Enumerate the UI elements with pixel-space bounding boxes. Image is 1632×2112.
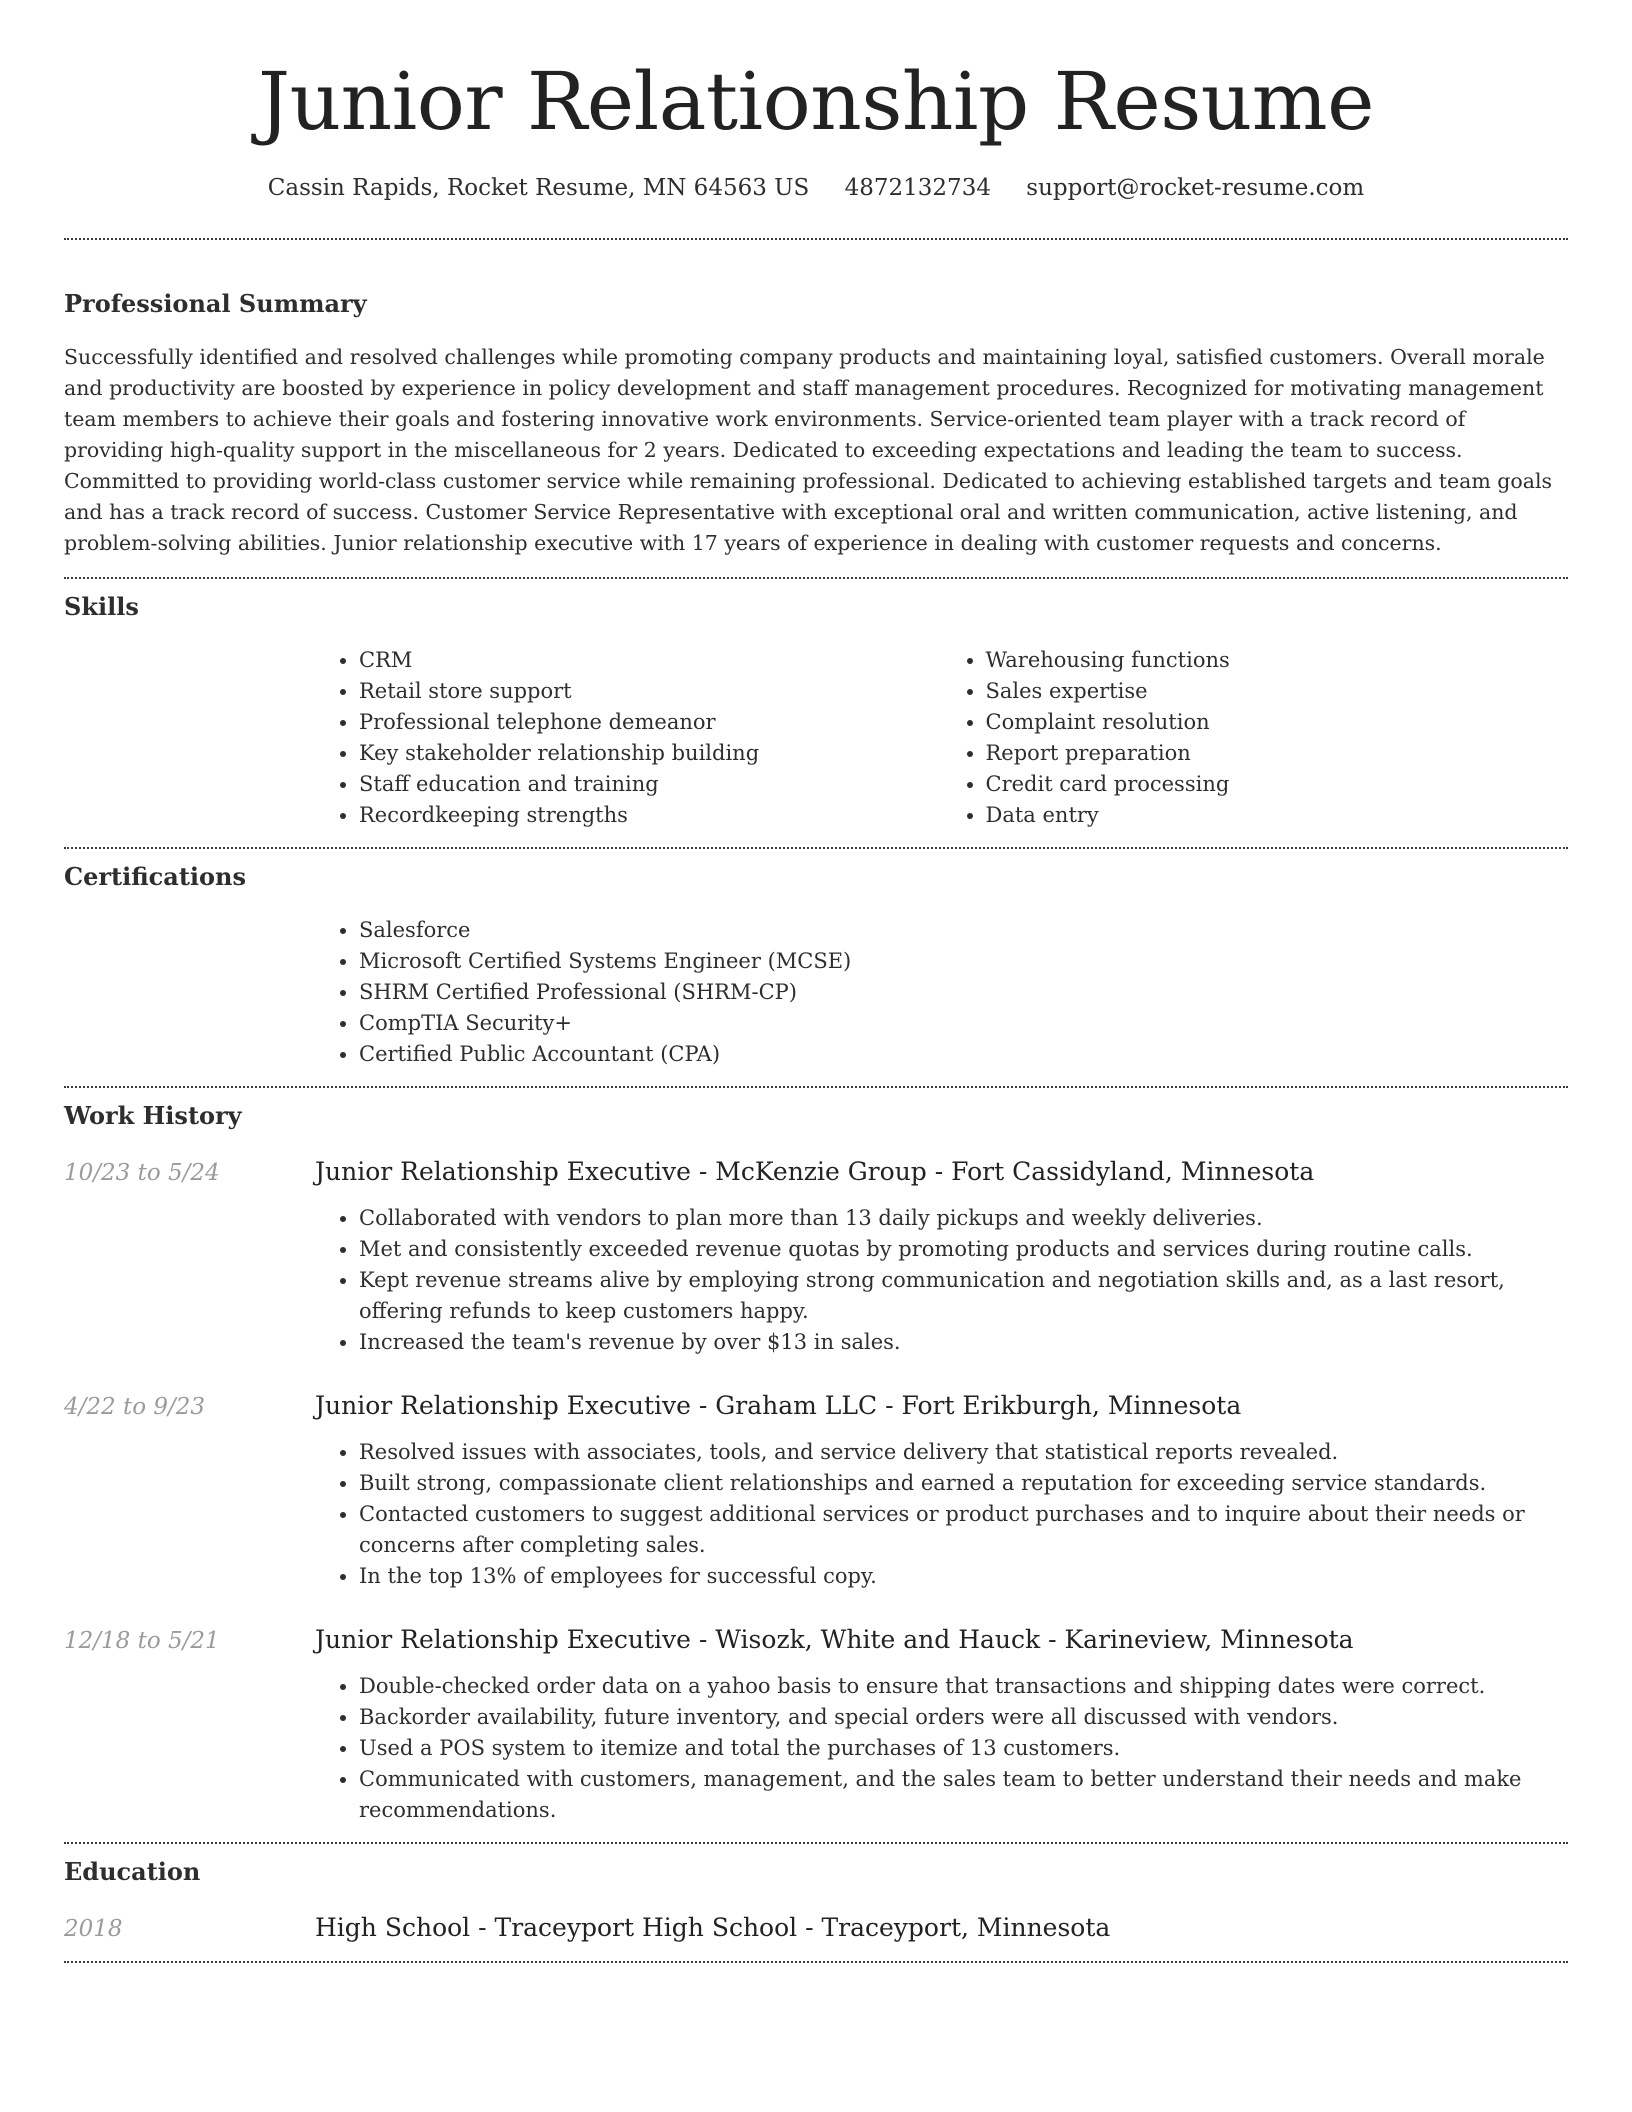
skill-item: • Retail store support	[359, 676, 942, 707]
job-header	[64, 1390, 1568, 1423]
job-title: Junior Relationship Executive - Wisozk, White and Hauck - Karineview, Minnesota	[315, 1625, 1354, 1654]
resume-title: Junior Relationship Resume	[258, 55, 1374, 148]
job-header	[64, 1624, 1568, 1657]
job-bullet: • Communicated with customers, management, and the sales team to better understand their needs and make recommendations.	[359, 1764, 1568, 1826]
skill-item: • Complaint resolution	[986, 707, 1569, 738]
job-bullet: • Resolved issues with associates, tools, and service delivery that statistical reports revealed.	[359, 1437, 1568, 1468]
job-bullet: • Met and consistently exceeded revenue quotas by promoting products and services during routine calls.	[359, 1234, 1568, 1265]
certifications-list	[315, 915, 1568, 1070]
education-title: High School - Traceyport High School - Traceyport, Minnesota	[315, 1913, 1111, 1942]
skill-item: • Staff education and training	[359, 769, 942, 800]
contact-address: Cassin Rapids, Rocket Resume, MN 64563 US	[267, 175, 810, 201]
skill-item: • Credit card processing	[986, 769, 1569, 800]
certification-item: • CompTIA Security+	[359, 1008, 1568, 1039]
education-year: 2018	[64, 1916, 123, 1942]
certifications-heading: Certifications	[64, 862, 247, 891]
divider	[64, 1961, 1568, 1963]
certification-item: • SHRM Certified Professional (SHRM-CP)	[359, 977, 1568, 1008]
skills-heading: Skills	[64, 592, 139, 621]
job-title: Junior Relationship Executive - Graham LLC - Fort Erikburgh, Minnesota	[315, 1391, 1242, 1420]
job-bullet: • In the top 13% of employees for successful copy.	[359, 1561, 1568, 1592]
job-entry	[64, 1390, 1568, 1592]
skills-section	[64, 579, 1568, 831]
job-entry	[64, 1156, 1568, 1358]
education-section	[64, 1844, 1568, 1945]
contact-phone: 4872132734	[844, 175, 991, 201]
job-bullet: • Collaborated with vendors to plan more than 13 daily pickups and weekly deliveries.	[359, 1203, 1568, 1234]
skill-item: • Report preparation	[986, 738, 1569, 769]
certification-item: • Microsoft Certified Systems Engineer (MCSE)	[359, 946, 1568, 977]
job-body	[315, 1671, 1568, 1826]
skill-item: • Key stakeholder relationship building	[359, 738, 942, 769]
skill-item: • CRM	[359, 645, 942, 676]
education-entry	[64, 1912, 1568, 1945]
job-bullets	[315, 1203, 1568, 1358]
job-title: Junior Relationship Executive - McKenzie Group - Fort Cassidyland, Minnesota	[315, 1157, 1315, 1186]
job-bullet: • Contacted customers to suggest additional services or product purchases and to inquire about their needs or concerns after completing sales.	[359, 1499, 1568, 1561]
skills-list-right	[942, 645, 1569, 831]
skills-columns	[315, 645, 1568, 831]
certifications-section	[64, 849, 1568, 1070]
job-dates: 12/18 to 5/21	[64, 1628, 220, 1654]
job-bullet: • Kept revenue streams alive by employing strong communication and negotiation skills and, as a last resort, offering refunds to keep customers happy.	[359, 1265, 1568, 1327]
work-history-heading: Work History	[64, 1101, 242, 1130]
job-body	[315, 1203, 1568, 1358]
skill-item: • Professional telephone demeanor	[359, 707, 942, 738]
job-bullet: • Increased the team's revenue by over $13 in sales.	[359, 1327, 1568, 1358]
job-dates: 4/22 to 9/23	[64, 1394, 206, 1420]
job-bullets	[315, 1437, 1568, 1592]
skill-item: • Data entry	[986, 800, 1569, 831]
job-dates: 10/23 to 5/24	[64, 1160, 220, 1186]
job-header	[64, 1156, 1568, 1189]
contact-email: support@rocket-resume.com	[1026, 175, 1365, 201]
job-entry	[64, 1624, 1568, 1826]
job-bullets	[315, 1671, 1568, 1826]
certification-item: • Salesforce	[359, 915, 1568, 946]
job-bullet: • Built strong, compassionate client relationships and earned a reputation for exceeding service standards.	[359, 1468, 1568, 1499]
summary-section	[64, 240, 1568, 559]
job-body	[315, 1437, 1568, 1592]
work-history-section	[64, 1088, 1568, 1826]
summary-text: Successfully identified and resolved challenges while promoting company products and maintaining loyal, satisfied customers. Overall morale and productivity are boosted by experience in policy development and staff management procedures. Recognized for motivating management team members to achieve their goals and fostering innovative work environments. Service-oriented team player with a track record of providing high-quality support in the miscellaneous for 2 years. Dedicated to exceeding expectations and leading the team to success. Committed to providing world-class customer service while remaining professional. Dedicated to achieving established targets and team goals and has a track record of success. Customer Service Representative with exceptional oral and written communication, active listening, and problem-solving abilities. Junior relationship executive with 17 years of experience in dealing with customer requests and concerns.	[64, 345, 1553, 555]
skills-list-left	[315, 645, 942, 831]
job-bullet: • Double-checked order data on a yahoo basis to ensure that transactions and shipping dates were correct.	[359, 1671, 1568, 1702]
job-bullet: • Backorder availability, future inventory, and special orders were all discussed with vendors.	[359, 1702, 1568, 1733]
skill-item: • Warehousing functions	[986, 645, 1569, 676]
summary-heading: Professional Summary	[64, 289, 367, 318]
job-bullet: • Used a POS system to itemize and total the purchases of 13 customers.	[359, 1733, 1568, 1764]
certifications-body	[315, 915, 1568, 1070]
skill-item: • Sales expertise	[986, 676, 1569, 707]
contact-line	[64, 172, 1568, 204]
skill-item: • Recordkeeping strengths	[359, 800, 942, 831]
certification-item: • Certified Public Accountant (CPA)	[359, 1039, 1568, 1070]
education-heading: Education	[64, 1857, 201, 1886]
